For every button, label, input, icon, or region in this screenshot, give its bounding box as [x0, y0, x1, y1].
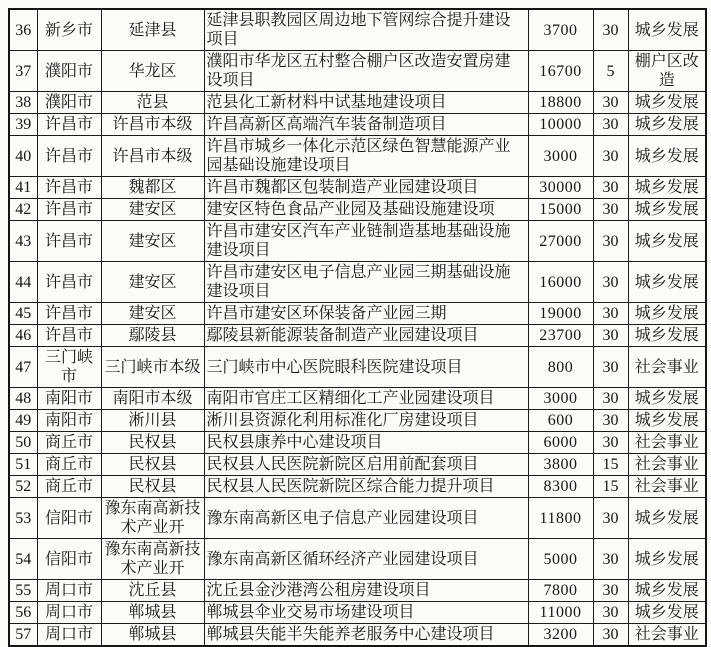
cell-project-name: 三门峡市中心医院眼科医院建设项目	[204, 347, 528, 388]
cell-row-number: 37	[9, 51, 37, 92]
cell-row-number: 55	[9, 580, 37, 602]
cell-county: 淅川县	[101, 410, 204, 432]
cell-city: 商丘市	[37, 476, 101, 498]
cell-row-number: 45	[9, 303, 37, 325]
table-row	[9, 432, 706, 454]
cell-amount: 3700	[528, 9, 593, 51]
cell-county: 魏都区	[101, 177, 204, 199]
cell-term-years: 30	[593, 432, 628, 454]
cell-row-number: 51	[9, 454, 37, 476]
cell-county: 华龙区	[101, 51, 204, 92]
table-row	[9, 262, 706, 303]
cell-county: 南阳市本级	[101, 388, 204, 410]
cell-category: 棚户区改造	[628, 51, 706, 92]
cell-city: 许昌市	[37, 177, 101, 199]
cell-project-name: 民权县康养中心建设项目	[204, 432, 528, 454]
cell-category: 城乡发展	[628, 136, 706, 177]
cell-project-name: 郸城县伞业交易市场建设项目	[204, 602, 528, 624]
cell-term-years: 5	[593, 51, 628, 92]
cell-category: 社会事业	[628, 432, 706, 454]
cell-county: 许昌市本级	[101, 136, 204, 177]
cell-project-name: 许昌高新区高端汽车装备制造项目	[204, 114, 528, 136]
table-row	[9, 177, 706, 199]
cell-term-years: 30	[593, 177, 628, 199]
table-row	[9, 136, 706, 177]
cell-county: 郸城县	[101, 602, 204, 624]
cell-project-name: 濮阳市华龙区五村整合棚户区改造安置房建设项目	[204, 51, 528, 92]
cell-city: 信阳市	[37, 498, 101, 539]
cell-term-years: 30	[593, 92, 628, 114]
cell-project-name: 许昌市建安区环保装备产业园三期	[204, 303, 528, 325]
table-row	[9, 199, 706, 221]
cell-project-name: 民权县人民医院新院区启用前配套项目	[204, 454, 528, 476]
cell-term-years: 30	[593, 199, 628, 221]
cell-row-number: 47	[9, 347, 37, 388]
cell-city: 商丘市	[37, 432, 101, 454]
cell-row-number: 42	[9, 199, 37, 221]
cell-row-number: 44	[9, 262, 37, 303]
cell-county: 范县	[101, 92, 204, 114]
cell-term-years: 15	[593, 454, 628, 476]
cell-amount: 15000	[528, 199, 593, 221]
cell-category: 城乡发展	[628, 177, 706, 199]
cell-row-number: 36	[9, 9, 37, 51]
cell-county: 沈丘县	[101, 580, 204, 602]
cell-amount: 19000	[528, 303, 593, 325]
cell-project-name: 民权县人民医院新院区综合能力提升项目	[204, 476, 528, 498]
cell-row-number: 52	[9, 476, 37, 498]
cell-term-years: 30	[593, 9, 628, 51]
table-row	[9, 114, 706, 136]
cell-county: 建安区	[101, 199, 204, 221]
cell-county: 民权县	[101, 432, 204, 454]
cell-row-number: 57	[9, 624, 37, 647]
cell-term-years: 30	[593, 602, 628, 624]
cell-county: 三门峡市本级	[101, 347, 204, 388]
cell-amount: 16000	[528, 262, 593, 303]
cell-category: 城乡发展	[628, 539, 706, 580]
cell-category: 城乡发展	[628, 410, 706, 432]
cell-city: 周口市	[37, 624, 101, 647]
cell-project-name: 鄢陵县新能源装备制造产业园建设项目	[204, 325, 528, 347]
cell-category: 社会事业	[628, 347, 706, 388]
cell-project-name: 范县化工新材料中试基地建设项目	[204, 92, 528, 114]
cell-row-number: 39	[9, 114, 37, 136]
cell-term-years: 30	[593, 347, 628, 388]
cell-term-years: 30	[593, 262, 628, 303]
cell-project-name: 延津县职教园区周边地下管网综合提升建设项目	[204, 9, 528, 51]
cell-category: 城乡发展	[628, 9, 706, 51]
cell-category: 城乡发展	[628, 388, 706, 410]
cell-term-years: 30	[593, 325, 628, 347]
cell-term-years: 30	[593, 303, 628, 325]
cell-city: 许昌市	[37, 262, 101, 303]
cell-city: 许昌市	[37, 199, 101, 221]
cell-category: 城乡发展	[628, 199, 706, 221]
cell-county: 建安区	[101, 262, 204, 303]
cell-category: 城乡发展	[628, 303, 706, 325]
cell-city: 许昌市	[37, 114, 101, 136]
cell-project-name: 郸城县失能半失能养老服务中心建设项目	[204, 624, 528, 647]
cell-row-number: 46	[9, 325, 37, 347]
cell-county: 鄢陵县	[101, 325, 204, 347]
cell-category: 社会事业	[628, 476, 706, 498]
cell-amount: 3000	[528, 388, 593, 410]
cell-amount: 11000	[528, 602, 593, 624]
cell-city: 许昌市	[37, 221, 101, 262]
cell-row-number: 56	[9, 602, 37, 624]
cell-city: 濮阳市	[37, 51, 101, 92]
cell-project-name: 许昌市魏都区包装制造产业园建设项目	[204, 177, 528, 199]
table-row	[9, 51, 706, 92]
cell-category: 城乡发展	[628, 114, 706, 136]
cell-project-name: 豫东南高新区电子信息产业园建设项目	[204, 498, 528, 539]
cell-amount: 27000	[528, 221, 593, 262]
table-row	[9, 388, 706, 410]
cell-county: 民权县	[101, 476, 204, 498]
cell-city: 新乡市	[37, 9, 101, 51]
cell-term-years: 30	[593, 388, 628, 410]
cell-category: 城乡发展	[628, 580, 706, 602]
cell-city: 信阳市	[37, 539, 101, 580]
cell-county: 建安区	[101, 303, 204, 325]
cell-term-years: 30	[593, 136, 628, 177]
table-row	[9, 476, 706, 498]
table-row	[9, 539, 706, 580]
cell-amount: 23700	[528, 325, 593, 347]
table-row	[9, 602, 706, 624]
cell-category: 城乡发展	[628, 221, 706, 262]
cell-term-years: 30	[593, 114, 628, 136]
cell-amount: 6000	[528, 432, 593, 454]
cell-city: 周口市	[37, 580, 101, 602]
table-row	[9, 325, 706, 347]
cell-row-number: 40	[9, 136, 37, 177]
cell-county: 延津县	[101, 9, 204, 51]
cell-county: 豫东南高新技术产业开	[101, 498, 204, 539]
cell-category: 城乡发展	[628, 602, 706, 624]
project-table-body	[9, 9, 706, 646]
cell-amount: 10000	[528, 114, 593, 136]
cell-amount: 7800	[528, 580, 593, 602]
cell-city: 许昌市	[37, 136, 101, 177]
cell-row-number: 49	[9, 410, 37, 432]
cell-project-name: 许昌市建安区汽车产业链制造基地基础设施建设项目	[204, 221, 528, 262]
cell-term-years: 30	[593, 580, 628, 602]
cell-city: 濮阳市	[37, 92, 101, 114]
table-row	[9, 498, 706, 539]
cell-city: 商丘市	[37, 454, 101, 476]
cell-amount: 3000	[528, 136, 593, 177]
cell-project-name: 许昌市建安区电子信息产业园三期基础设施建设项目	[204, 262, 528, 303]
cell-project-name: 许昌市城乡一体化示范区绿色智慧能源产业园基础设施建设项目	[204, 136, 528, 177]
cell-county: 郸城县	[101, 624, 204, 647]
table-row	[9, 580, 706, 602]
cell-amount: 5000	[528, 539, 593, 580]
cell-city: 三门峡市	[37, 347, 101, 388]
cell-project-name: 建安区特色食品产业园及基础设施建设项	[204, 199, 528, 221]
cell-amount: 3200	[528, 624, 593, 647]
cell-term-years: 30	[593, 498, 628, 539]
cell-city: 南阳市	[37, 388, 101, 410]
cell-county: 豫东南高新技术产业开	[101, 539, 204, 580]
cell-term-years: 30	[593, 221, 628, 262]
cell-city: 南阳市	[37, 410, 101, 432]
cell-row-number: 41	[9, 177, 37, 199]
cell-category: 城乡发展	[628, 262, 706, 303]
cell-project-name: 淅川县资源化利用标准化厂房建设项目	[204, 410, 528, 432]
table-row	[9, 454, 706, 476]
cell-amount: 16700	[528, 51, 593, 92]
table-row	[9, 624, 706, 647]
cell-category: 城乡发展	[628, 325, 706, 347]
cell-amount: 11800	[528, 498, 593, 539]
table-row	[9, 347, 706, 388]
table-row	[9, 410, 706, 432]
cell-category: 城乡发展	[628, 498, 706, 539]
table-row	[9, 9, 706, 51]
cell-amount: 600	[528, 410, 593, 432]
cell-county: 民权县	[101, 454, 204, 476]
cell-term-years: 15	[593, 476, 628, 498]
project-table	[8, 8, 707, 647]
cell-term-years: 30	[593, 410, 628, 432]
cell-row-number: 54	[9, 539, 37, 580]
cell-category: 社会事业	[628, 454, 706, 476]
cell-row-number: 43	[9, 221, 37, 262]
cell-project-name: 沈丘县金沙港湾公租房建设项目	[204, 580, 528, 602]
cell-category: 社会事业	[628, 624, 706, 647]
cell-row-number: 53	[9, 498, 37, 539]
cell-amount: 8300	[528, 476, 593, 498]
cell-county: 许昌市本级	[101, 114, 204, 136]
cell-amount: 800	[528, 347, 593, 388]
cell-amount: 18800	[528, 92, 593, 114]
cell-city: 周口市	[37, 602, 101, 624]
cell-term-years: 30	[593, 539, 628, 580]
cell-city: 许昌市	[37, 325, 101, 347]
cell-amount: 3800	[528, 454, 593, 476]
cell-project-name: 南阳市官庄工区精细化工产业园建设项目	[204, 388, 528, 410]
cell-project-name: 豫东南高新区循环经济产业园建设项目	[204, 539, 528, 580]
cell-row-number: 48	[9, 388, 37, 410]
table-row	[9, 221, 706, 262]
cell-row-number: 50	[9, 432, 37, 454]
table-row	[9, 92, 706, 114]
cell-county: 建安区	[101, 221, 204, 262]
cell-term-years: 30	[593, 624, 628, 647]
cell-row-number: 38	[9, 92, 37, 114]
cell-category: 城乡发展	[628, 92, 706, 114]
table-row	[9, 303, 706, 325]
cell-amount: 30000	[528, 177, 593, 199]
cell-city: 许昌市	[37, 303, 101, 325]
